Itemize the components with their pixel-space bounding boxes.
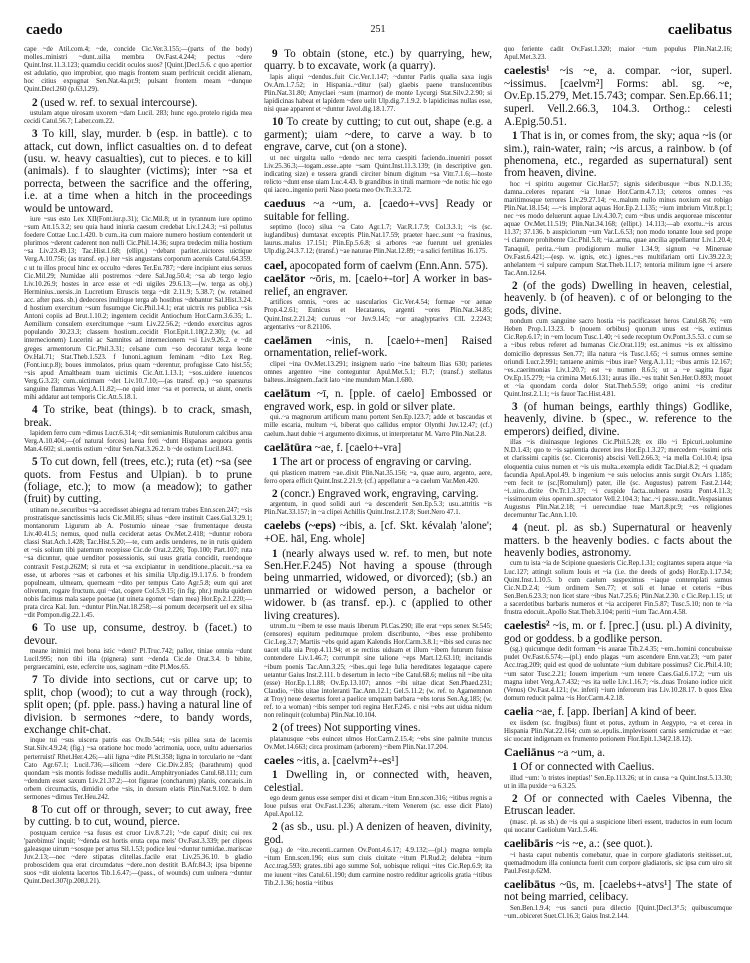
sense-text: That is in, or comes from, the sky; aqua ~is (or sim.), rain-water, rain; ~is arcus, a rainbow. b (of phenomena, etc., regarded as supernatural) sent from heaven, divine. (504, 130, 732, 180)
sense-number: 1 (272, 769, 278, 782)
sense-text: (used w. ref. to sexual intercourse). (40, 96, 198, 109)
sense-definition (24, 804, 252, 829)
citation-block: utinam ne..securibus ~sa accedisset abiegna ad terram trabes Enn.scen.247; ~sis prostratisque sanctissimis lucis Cic.Mil.85; siluas ~dere instituit Caes.Gal.3.29.1; montanorum Ligurum ab A. Postumio uineae ~sae frumentaque deusta Liv.40.41.5; nemus, quod nulla ceciderat aetas Ov.Met.2.418; ~duntur robora classi Stat.Ach.1.428; Tac.Hist.5.20;—te, cum aedis uenderes, ne in rutis quidem et ~sis solium tibi paternum recepisse Cic.de Orat.2.226; Top.100; Part.107; ruta ~sa dicuntur, quae uenditor possessionis, sui usus gratia concidit, ruendoque contraxit Fest.p.262M; si ruta et ~sa excipiantur in uenditione..placuit..~sa ea esse, ut arbores ~sas et carbones et his similia Ulp.dig.19.1.17.6. b frondem populneam, ulmeam, querneam ~dito per tempus Cato Agr.5.8; eum qui aret olivetum, rogare fructum..qui ~dat, cogere Col.5.9.15; (in fig. phr.) multa quidem nobis facimus mala saepe poetae (ut uineta egomet ~dam mea) Hor.Ep.2.1.220;—prata circa Kal. Iun. ~duntur Plin.Nat.18.258;—si pomum decerpserit uel ex silua ~dit Pompon.dig.22.1.45. (24, 506, 252, 620)
sense-definition (24, 128, 252, 215)
sense-definition (264, 722, 492, 734)
headword: caelia (504, 703, 534, 718)
citation-block: (masc. pl. as sb.) de ~is qui a suspicione liberi essent, traductos in eum locum qui uocatur Caeliolum Var.L.5.46. (504, 818, 732, 834)
sense-text: (concr.) Engraved work, engraving, carving. (280, 487, 479, 500)
headword: cael, (264, 257, 287, 272)
sense-number: 1 (512, 130, 518, 143)
citation-block: ~i hasta caput nubentis comebatur, quae in corpore gladiatoris steitisset..ut, quemadmodum illa coniuncta fuerit cum corpore gladiatoris, sic ipsa cum uiro sit Paul.Fest.p.62M. (504, 851, 732, 875)
citation-block: ex iisdem (sc. frugibus) fiunt et potus, zythum in Aegypto, ~a et cerea in Hispania Plin.Nat.22.164; cum se..epulis..implevissent carnis semicrudae et ~ae: sic uocant indigenam ex frumento potionem Flor.Epit.1.34(2.18.12). (504, 719, 732, 743)
sense-number: 9 (272, 48, 278, 60)
dictionary-entry (264, 387, 492, 413)
citation-block: ego deum genus esse semper dixi et dicam ~itum Enn.scen.316; ~itibus regnis a Ioue pulsus erat Ov.Fast.1.236; alteram..~item Venerem (sc. esse dicit Plato) Apul.Apol.12. (264, 795, 492, 819)
dictionary-entry (264, 197, 492, 223)
entry-definition: ~ae, f. [caelo+-vra] (314, 441, 402, 454)
dictionary-page (24, 22, 732, 923)
sense-definition (264, 488, 492, 500)
sense-text: (of trees) Not supporting vines. (280, 722, 421, 735)
entry-definition: ~ōris, m. [caelo+-tor] A worker in bas-relief, an engraver. (264, 273, 492, 298)
sense-definition (264, 769, 492, 794)
sense-definition (24, 674, 252, 736)
entry-definition: ~ibis, a. [cf. Skt. kévalaḥ 'alone'; +OE. hāl, Eng. whole] (264, 520, 493, 545)
headword: caelestis² (504, 618, 550, 633)
sense-number: 2 (512, 793, 518, 805)
sense-number: 2 (272, 821, 278, 834)
entry-definition: ~ūs, m. [caelebs+-atvs¹] The state of not being married, celibacy. (504, 878, 732, 904)
sense-definition (264, 821, 492, 846)
dictionary-entry (264, 259, 492, 273)
sense-number: 4 (512, 522, 518, 535)
dictionary-entry (264, 441, 492, 455)
citation-block: (sg.) de ~ite..recenti..carmen Ov.Pont.4.6.17; 4.9.132;—(pl.) magna templa ~itum Enn.scen.196; eius sum ciuis ciuitate ~itum Pl.Rud.2; delubra ~itum Acc.trag.593; grates..tibi ago summe Sol, uobisque reliqui ~ites Cic.Rep.6.9; ita me iuuent ~ites Catul.61.190; dum carmine nostro redditur agricolis gratia ~itibus Tib.2.1.36; hostia ~itibus (264, 847, 492, 887)
sense-definition (264, 116, 492, 153)
sense-number: 2 (32, 96, 38, 109)
dictionary-entry (264, 334, 492, 360)
dictionary-entry (504, 746, 732, 760)
dictionary-entry (504, 619, 732, 645)
sense-definition (504, 130, 732, 180)
citation-block: artifices omnis, ~ores ac uascularios Cic.Ver.4.54; formae ~or aenae Prop.4.2.61; Eunicus et Hecataeus, argenti ~ores Plin.Nat.34.85; Quint.Inst.2.21.24; curuus ~or Juv.9.145; ~or anaglyptarivs CIL 2.2243; argentarivs ~or 8.21106. (264, 299, 492, 331)
entry-definition: ~a ~um, a. (557, 746, 606, 759)
sense-definition (504, 280, 732, 317)
entry-definition: ~is ~e, a. compar. ~ior, superl. ~issimus. [caelvm²] Forms: abl. sg. ~e, Ov.Ep.15.279, Met.15.743; compar. Sen.Ep.66.11; superl. Vell.2.66.3, 104.3. Orthog.: celesti A.Epig.50.51. (504, 65, 732, 128)
sense-definition (24, 97, 252, 109)
sense-text: To use up, consume, destroy. b (facet.) to devour. (24, 622, 252, 647)
sense-definition (504, 793, 732, 818)
sense-number: 1 (272, 547, 278, 560)
sense-text: To strike, beat (things). b to crack, smash, break. (24, 404, 252, 429)
column-middle (264, 46, 492, 923)
citation-block: septimo (loco) silua ~a Cato Agr.1.7; Var.R.1.7.9; Col.3.3.1; ~is (sc. iuglandibus) dumtaxat exceptis Plin.Nat.17.59; praeter haec..sunt ~a fraxinus, laurus..malus 17.151; Plin.Ep.5.6.8; si arbores ~ae fuerunt uel greniales Ulp.dig.24.3.7.12; (transf.) ~ae naturae Plin.Nat.12.89; ~a salici fertilitas 16.175. (264, 224, 492, 256)
citation-block: clipei ~ina Ov.Met.13.291; insignem uario ~ine balteum Ilias 630; parietes omnes argenteo ~ine conteguntur Apul.Met.5.1; Fl.7; (transf.) stellatus balteus..insignem..facit lato ~ine mundum Man.1.680. (264, 360, 492, 385)
sense-number: 7 (32, 674, 38, 687)
entry-definition: ~ae, f. [app. Iberian] A kind of beer. (536, 705, 697, 718)
citation-block: utrum..tu ~ibem te esse mauis liberum Pl.Cas.290; ille erat ~eps senex St.545; (censores) equitum peditumque prolem discribunto, ~ibes esse prohibento Cic.Leg.3.7; Martiis ~ebs quid agam Kalendis Hor.Carm.3.8.1; ~ibis sed curas nec uacet ulla uia Prop.4.11.94; et se rectius uiduam et illum ~ibem futurum fuisse contendere Liv.1.46.7; corrumpit sine talione ~eps Mart.12.63.10; incitandis ~ibum poenis Tac.Ann.3.25; ~ibes..qui lege Iulia hereditates legataque capere uetantur Gaius Inst.2.111. b desertum in lecto ~ibe Catul.68.6; melius nil ~ibe uita (esse) Hor.Ep.1.1.88; Ov.Ep.13.107; annos ~ibi uitae dicat Sen.Phaed.231; Claudio, ~ibis uitae intoleranti Tac.Ann.12.1; Gel.5.11.2; (w. ref. to Agamemnon at Troy) neue desertus foret a paelice umquam barbara ~ebs torus Sen.Ag.185; (w. ref. to a woman) ~ibis semper tori regina Her.F.245. c nisi ~ebs aut uidua nidum non relinquit (columba) Plin.Nat.10.104. (264, 623, 492, 720)
citation-block: cum tu ista ~ia de Scipione quaesieris Cic.Rep.1.31; cogitantes supera atque ~ia Luc.127; attingit solium Iouis et ~ia (i.e. the deeds of gods) Hor.Ep.1.17.34; Quint.Inst.1.10.5. b cum caelum suspeximus ~iaque contemplati sumus Cic.N.D.2.4; ~ium ordinem Sen.77; et soli et lunae et ceteris ~ibus Sen.Ben.6.23.3; non licet stare ~ibus Nat.7.25.6; Plin.Nat.2.30. c Cic.Rep.1.15; ut a sacerdotibus barbaris numeros et ~ia acciperet Fin.5.87; Tusc.5.10; non te ~ia frustra edocuit..Apollo Stat.Theb.3.104; periti ~ium Tac.Ann.4.58. (504, 560, 732, 616)
citation-block: Sen.Ben.1.9.4; ~us sancti pura dilectio [Quint.]Decl.3°.5; quibuscumque ~um..obiceret Suet.Cl.16.3; Gaius Inst.2.144. (504, 905, 732, 921)
citation-block: lapis aliqui ~dendus..fuit Cic.Ver.1.147; ~duntur Parlis qualia saxa iugis Ov.Am.1.7.52; in Hispania..~ditur (sal) glaebis paene translucentibus Plin.Nat.31.80; Amyclaei ~sum (marmor) de monte Lycurgi Stat.Silv.2.2.90; si lapidicinas habeat et lapidem ~dere uelit Ulp.dig.7.1.9.2. b lapidicinas nullas esse, nisi quae apparent et ~duntur Javol.dig.18.1.77. (264, 73, 492, 114)
headword: caelātum (264, 386, 311, 401)
sense-text: (as sb., usu. pl.) A denizen of heaven, divinity, god. (264, 821, 492, 846)
sense-number: 2 (272, 487, 278, 500)
guide-word-first: caedo (26, 22, 63, 38)
sense-number: 10 (272, 116, 284, 129)
sense-text: (of human beings, earthly things) Godlike, heavenly, divine. b (spec., w. reference to the emperors) deified, divine. (504, 401, 732, 438)
citation-block: platanusque ~ebs euincet ulmos Hor.Carm.2.15.4; ~ebs sine palmite truncus Ov.Met.14.663; circa proximam (arborem) ~ibem Plin.Nat.17.204. (264, 735, 492, 751)
dictionary-entry (264, 272, 492, 298)
headword: caelestis¹ (504, 63, 550, 78)
sense-text: (of the gods) Dwelling in heaven, celestial, heavenly. b (of heaven). c of or belonging to the gods, divine. (504, 279, 732, 317)
sense-number: 3 (512, 401, 518, 414)
sense-definition (264, 456, 492, 468)
entry-definition: ~itis, a. [caelvm²+-es¹] (296, 754, 399, 767)
dictionary-entry (504, 837, 732, 851)
entry-definition: ~a ~um, a. [caedo+-vvs] Ready or suitable for felling. (264, 197, 492, 223)
citation-block: lapidem ferro cum ~dimus Lucr.6.314; ~dit semianimis Rutulorum calcibus arua Verg.A.10.404;—(of natural forces) laeua freti ~dunt Hispanas aequora gentis Man.4.602; si..uentis ostium ~ditur Sen.Nat.3.26.2. b ~de ostium Lucil.843. (24, 429, 252, 454)
headword: caeduus (264, 195, 306, 210)
sense-definition (504, 401, 732, 438)
citation-block: ustulam atque uirosam uxorem ~dam Lucil. 283; hunc ego..protelo rigida mea cecidi Catul.56.7; Laber.com.22. (24, 109, 252, 126)
dictionary-entry (264, 754, 492, 768)
sense-text: To cut down, fell (trees, etc.); ruta (et) ~sa (see quots. from Festus and Ulpian). b to prune (foliage, etc.); to mow (a meadow); to gather (fruit) by cutting. (24, 456, 252, 506)
sense-text: To kill, slay, murder. b (esp. in battle). c to attack, cut down, inflict casualties on. d to defeat (usu. w. heavy casualties), cut to pieces. e to kill (animals). f to slaughter (victims); inter ~sa et porrecta, between the sacrifice and the offering, i.e. at a time when a hitch in the proceedings would be untoward. (24, 128, 252, 215)
dictionary-entry (504, 878, 732, 904)
headword: caeles (264, 752, 294, 767)
column-left (24, 46, 252, 923)
dictionary-entry (504, 705, 732, 719)
sense-definition (504, 761, 732, 773)
citation-block: illud ~um: 'o tristes ineptias!' Sen.Ep.113.26; ut in causa ~a Quint.Inst.5.13.30; ut in illa puxide ~a 6.3.25. (504, 774, 732, 790)
entry-definition: apocopated form of caelvm (Enn.Ann. 575). (289, 259, 488, 272)
sense-definition (504, 522, 732, 559)
entry-definition: ~inis, n. [caelo+-men] Raised ornamentation, relief-work. (264, 334, 492, 360)
headword: caelebs (~eps) (264, 518, 336, 533)
entry-definition: ~is ~e, a.: (see quot.). (556, 838, 653, 850)
sense-number: 5 (32, 456, 38, 469)
sense-text: Dwelling in, or connected with, heaven, celestial. (264, 769, 493, 794)
headword: caelātūra (264, 439, 312, 454)
citation-block: qui plasticen matrem ~ae..dixit Plin.Nat.35.156; ~a, quae auro, argento, aere, ferro opera efficit Quint.Inst.2.21.9; (cf.) appellatur a ~a caelum Var.Men.420. (264, 469, 492, 485)
sense-text: (nearly always used w. ref. to men, but note Sen.Her.F.245) Not having a spouse (through being unmarried, widowed, or divorced); (sb.) an unmarried or widowed person, a bachelor or widower. b (as transf. ep.). c (applied to other living creatures). (264, 547, 492, 622)
citation-block: (sg.) quicumque dedit formam ~is auarae Tib.2.4.35; ~em..homini concubuisse pudet Ov.Fast.6.574;—(pl.) endo plagas ~um ascendere Enn.var.23; ~um pater Acc.trag.209; quid est quod de uoluntate ~ium dubitare possimus? Cic.Phil.4.10; ~um sator Tusc.2.21; Iouem imperium ~um tenere Caes.Gal.6.17.2; ~um uis magna iubet Verg.A.7.432; ~es ita uelle Liv.1.16.7; ~is..duas Troiano iudice uicit (Venus) Ov.Fast.4.121; (w. inferi) ~ium inferorum iras Liv.10.28.17. b quos Elea domum reducit palma ~is Hor.Carm.4.2.18. (504, 646, 732, 702)
entry-definition: ~ī, n. [pple. of caelo] Embossed or engraved work, esp. in gold or silver plate. (264, 388, 492, 413)
sense-number: 2 (272, 722, 278, 735)
citation-block: ut nec uirgulta uallo ~dendo nec terra caespiti faciendo..inueniri posset Liv.25.36.3;—togam..esse..apte ~sam Quint.Inst.11.3.139; (in descriptive gen. indicating size) e tessera grandi circiter binum digitum ~sa Vitr.7.1.6;—hoste relicto ~dunt ense uiam Luc.4.43. b grandibus in tituli marmore ~de notis: hic ego qui iaceo..ingenio perii Naso poeta meo Ov.Tr.3.3.72. (264, 154, 492, 194)
citation-block: qui..~a magnorum artificum manu portent Sen.Ep.123.7; adde et bascaudas et mille escaria, multum ~i, biberat quo callidus emptor Olynthi Juv.12.47; (cf.) caelum..haut dubie ~i argumento diximus, ut interpretatur M. Varro Plin.Nat.2.8. (264, 414, 492, 438)
page-number: 251 (370, 24, 386, 35)
sense-text: To divide into sections, cut or carve up; to split, chop (wood); to cut a way through (rock), split open; (pf. pple. pass.) having a natural line of division. b sermones ~dere, to bandy words, exchange chit-chat. (24, 674, 252, 736)
sense-number: 6 (32, 622, 38, 635)
sense-number: 3 (32, 128, 38, 141)
citation-block: cape ~de Atil.com.4; ~de, concide Cic.Ver.3.155;—(parts of the body) molles..ministri ~dunt..uilia membra Ov.Fast.4.244; pectus ~dere Quint.Inst.11.3.123; quamdiu cecidit oculos suos? [Quint.]Decl.5.6. c quo apertior est adulatio, quo improbior, quo magis frontem suam perfricuit cecidit alienam, hoc citius expugnat Sen.Nat.4a.pr.9; pulsant frontem meam ~dunque Quint.Decl.260 (p.63,l.29). (24, 46, 252, 94)
column-right (504, 46, 732, 923)
headword: caelibāris (504, 836, 554, 850)
sense-number: 8 (32, 804, 38, 817)
citation-block: argentum, in quod solidi auri ~a descenderit Sen.Ep.5.3; usu..attritis ~is Plin.Nat.33.157; in ~a clipei Achillis Quint.Inst.2.17.8; Suet.Nero 47.1. (264, 501, 492, 517)
sense-text: To obtain (stone, etc.) by quarrying, hew, quarry. b to excavate, work (a quarry). (264, 48, 492, 73)
sense-text: Of or connected with Caelius. (520, 761, 655, 774)
headword: caelāmen (264, 332, 312, 347)
citation-block: inque tui ~sus uiscera patris eas Ov.Ib.544; ~sis pillea suta de lacernis Stat.Silv.4.9.24; (fig.) ~sa oratione hoc modo 'acrimonia, uoce, uultu aduersarios perterruisti' Rhet.Her.4.26;—alii ligna ~dite Pl.St.358; ligna in torculario ne ~dant Cato Agr.67.1; Lucil.736;—silicem ~dere Cic.Div.2.85; (barathrum) quod quondam ~sis montis fodisse medullis audit..Amphitryoniades Catul.68.111; cum ~dendum esset saxum Liv.21.37.2;—tot figurae (concharum) planis, concauis..in orbem circumactis, dimidio orbe ~sis, in dorsum elatis Plin.Nat.9.102. b dum sermones ~dimus Ter.Heu.242. (24, 737, 252, 801)
citation-block: quo feriente cadit Ov.Fast.1.320; maior ~tum populus Plin.Nat.2.16; Apul.Met.3.23. (504, 46, 732, 62)
citation-block: iure ~sus esto Lex XII(Font.iur.p.31); Cic.Mil.8; ut in tyrannum iure optimo ~sum Att.15.3.2; seu quia haud iniuria caesum credebat Liv.1.24.3; ~si pollutus foedere Cottae Luc.1.420. b cum..ita cum maiore numero hostium contenderit ut plurimos ~derent caderent non nulli Cic.Phil.14.36; supra tredecim milia hostium ~sa Liv.23.49.13; Tac.Hist.1.68; (ellipt.) ~debant pariter..uictores uictique Verg.A.10.756; (as transf. ep.) iter ~sis angustans corporum aceruis Catul.64.359. c ut tu illos procul hinc ex occulto ~deres Ter.Eu.787; ~dere incipiunt eius seruos Cic.Mil.29; Numidae alii postremos ~dere Sal.Jug.50.4; ~sa ab tergo legio Liv.10.26.9; hostes in arce esse et ~di uigiles 29.6.13;—(w. terga as obj.) Herminius..uersis..in Lucretium Etruscis terga ~dit 2.11.9; 5.38.7; (w. retained acc. after pass. sb.) dedecores inultique terga ab hostibus ~debantur Sal.Hist.3.24. d hostium exercitum ~sum fusumque Cic.Phil.14.1; erat uictrix res publica ~sis Antoni copiis ad Brut.1.10.2; ingentem cecidit Antiochum Hor.Carm.3.6.35; L. Aemilium consulem exercitumque ~sum Liv.22.56.2; ~dendo exercitus agros populando 30.23.3; classem hostium..cecidit Flor.Epit.1.18(2.2.30); (w. ad internecionem) Lucerini ac Samnites ad internecionem ~si Liv.9.26.2. e ~dit greges armentorum Cic.Phil.3.31; celsane cum ~so decoratur terga leone Ov.Hal.71; Stat.Theb.1.523. f Iunoni..agnum feminam ~dito Lex Reg.(Font.iur.p.8); boues immolatos, prius quam ~derentur, profugisse Cato hist.55; ~sis apud Amaltheam tuam uictimis Cic.Att.1.13.1; ~sos..uidere iuuencos Verg.G.3.23; cum..uictimam ~det Liv.10.7.10;—(as transf. ep.) ~so sparsurus sanguine flammas Verg.A.11.82;—ne quid inter ~sa et porrecta, ut aiunt, oneris mihi addatur aut temporis Cic.Att.5.18.1. (24, 216, 252, 402)
sense-number: 1 (512, 761, 518, 774)
sense-text: The art or process of engraving or carving. (280, 456, 472, 469)
sense-definition (24, 456, 252, 506)
sense-text: (neut. pl. as sb.) Supernatural or heavenly matters. b the heavenly bodies. c facts about the heavenly bodies, astronomy. (504, 522, 733, 560)
text-columns (24, 46, 732, 923)
sense-text: Of or connected with Caeles Vibenna, the Etruscan leader. (504, 793, 732, 818)
sense-number: 4 (32, 404, 38, 417)
citation-block: postquam ceruice ~sa fusus est cruor Liv.8.7.21; '~de caput' dixit; cui rex 'parebimus' inquit; '~denda est hortis eruta cepa meis' Ov.Fast.3.339; per clipeos galeasque uirum ~sosque per artus Sil.1.53; podice leui ~duntur tumidae..mariscae Juv.2.13;—nec ~dere stipatas clitellas..facile erat Liv.25.36.10. b gladio proboscidem qua erat circumdatus ~dere..non destitit B.Afr.84.3; ipsa bipenne suos ~dit uiolenta lacertos Tib.1.6.47;—(pass., of wounds) cum uulnera ~duntur Quint.Decl.307(p.208,l.21). (24, 829, 252, 886)
sense-text: To cut off or through, sever; to cut away, free by cutting. b to cut, wound, pierce. (24, 804, 252, 829)
sense-definition (24, 622, 252, 647)
sense-number: 1 (272, 456, 278, 469)
citation-block: illas ~is diuinasque legiones Cic.Phil.5.28; ex illo ~i Epicuri..uolumine N.D.1.43; quo te ~is sapientia duceret ires Hor.Ep.1.3.27; mercedem ~issimi oris et clarissimi capitis (sc. Ciceronis) abscisi Vell.2.66.3; ~ia mella Col.10.4; ipsa eloquentia cuius numen et ~is uis multa..exempla edidit Tac.Dial.8.2; ~i quadam facundia Apul.Apol.49. b ingenium ~e suis uelocius annis surgit Ov.Ars 1.185; ~em fecit te (sc.[Romulum]) pater, ille (sc. Augustus) patrem Fast.2.144; ~i..uiro..dicite Ov.Tr.1.3.37; ~i cuspide facta..uulnera nostra Pont.4.11.3; ~issimorum eius operum..spectator Vell.2.104.3; hac..~i passu..uadit..Vespasianus Augustus Plin.Nat.2.18; ~i uerecundiae tuae Mart.8.pr.9; ~es religiones decernuntur Tac.Ann.1.10. (504, 439, 732, 520)
citation-block: hoc ~i spiritu augemur Cic.Har.57; signis sideribusque ~ibus N.D.1.35; damna..celeres reparant ~ia lunae Hor.Carm.4.7.13; ceteros omnes ~es maritimosque terrores Liv.29.27.14; ~e..malum nullo minus noxium est robigo Plin.Nat.18.154; —~is implorat aquas Hor.Ep.2.1.135; ~ium imbrium Vitr.8.pr.1; nec ~es modo deluerunt aquae Liv.4.30.7; cum ~ibus undis aequoreae miscentur aquae Ov.Met.11.519; Plin.Nat.34.168; (ellipt.) 14.113;—ab exortu..~is arcus 11.37; 37.136. b auspiciorum ~um Var.L.6.53; non modo tonante Ioue sed prope ~i clamore prohibente Cic.Phil.5.8; ~ia..arma, quae ancilia appellantur Liv.1.20.4; Tanaquil, perita..~ium prodigiorum mulier 1.34.9; signum ~e Mineruae Ov.Fast.6.421;—(esp. w. ignis, etc.) ignes..~es multifariam orti Liv.39.22.3; anhelantem ~i sulpure campum Stat.Theb.11.17; tentoria militum igne ~i arsere Tac.Ann.12.64. (504, 180, 732, 277)
headword: caelibātus (504, 876, 556, 891)
citation-block: nondum cum sanguine sacro hostia ~is pacificasset heros Catul.68.76; ~em Heben Prop.1.13.23. b (nouem orbibus) quorum unus est ~is, extimus Cic.Rep.6.17; in ~em locum Tusc.1.40; ~i sede receptum Ov.Pont.3.5.53. c cum se a ~ibus rebus referet ad humanas Cic.Orat.119; est..animus ~is ex altissimo domicilio depressus Sen.77; illa natura ~is Tusc.1.65; ~i sumus omnes semine oriundi Lucr.2.991; tantaene animis ~ibus irae? Verg.A.1.11; ~ibus armis 12.167; ~es..caerimonias Liv.1.20.7; est ~e numen 8.6.5; ut a ~e sagitta figar Ov.Ep.15.279; ~ia crimina Met.6.131; auras ille..~es trahit Sen.Her.O.893; mouet et ~ia quondam corda dolor Stat.Theb.5.59; origo animi ~is creditur Quint.Inst.2.1.1; ~is fauor Tac.Hist.4.81. (504, 318, 732, 398)
sense-text: To create by cutting; to cut out, shape (e.g. a garment); uiam ~dere, to carve a way. b to engrave, carve, cut (on a stone). (264, 116, 492, 154)
running-head (24, 22, 732, 42)
sense-definition (264, 548, 492, 622)
headword: caelātor (264, 271, 306, 286)
headword: Caeliānus (504, 744, 555, 759)
citation-block: meane inimici mei bona istic ~dent? Pl.Truc.742; pallor, tiniae omnia ~dunt Lucil.995; non tibi illa (pignera) sunt ~denda Cic.de Orat.3.4. b bibite, pergraecamini, este, ecfercite uos, saginam ~dite Pl.Mos.65. (24, 648, 252, 672)
dictionary-entry (504, 64, 732, 128)
entry-definition: ~is, m. or f. [prec.] (usu. pl.) A divinity, god or goddess. b a godlike person. (504, 620, 732, 645)
guide-word-last: caelibatus (667, 22, 732, 38)
sense-number: 2 (512, 279, 518, 292)
dictionary-entry (264, 519, 492, 545)
sense-definition (264, 48, 492, 73)
sense-definition (24, 404, 252, 429)
